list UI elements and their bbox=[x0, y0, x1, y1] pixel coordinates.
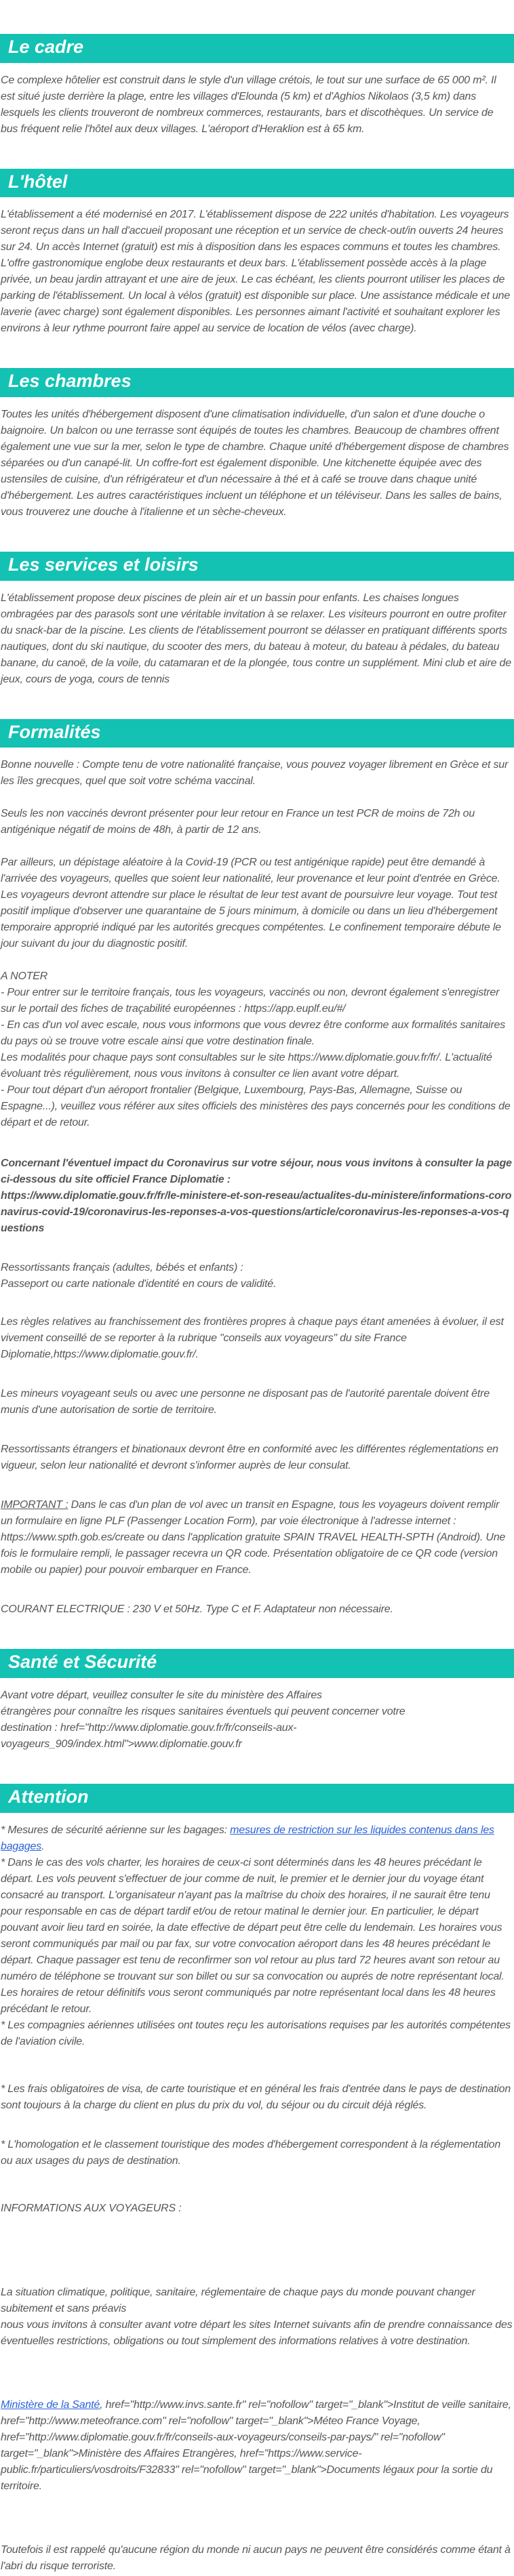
services-loisirs-text: L'établissement propose deux piscines de plein air et un bassin pour enfants. Les chaises longues ombragées par des parasols sont une véritable invitation à se relaxer. Les visiteurs pourront en outre profiter du snack-bar de la piscine. Les clients de l'établissement pourront se délasser en pratiquant différents sports nautiques, dont du ski nautique, du scooter des mers, du bateau à moteur, du bateau à pédales, du bateau banane, du canoë, de la voile, du catamaran et de la plongée, tous contre un supplément. Mini club et aire de jeux, cours de yoga, cours de tennis bbox=[1, 592, 511, 685]
coronavirus-notice-text: Concernant l'éventuel impact du Coronavirus sur votre séjour, nous vous invitons à consulter la page ci-dessous du site officiel France Diplomatie : bbox=[1, 1158, 512, 1186]
attention-vols-charter: * Dans le cas des vols charter, les horaires de ceux-ci sont déterminés dans les 48 heures précédant le départ. Les vols peuvent s'effectuer de jour comme de nuit, le premier et le dernier jour du voyage étant consacré au transport. L'organisateur n'ayant pas la maîtrise du choix des horaires, il ne saurait être tenu pour responsable en cas de départ tardif et/ou de retour matinal le dernier jour. En particulier, le départ pouvant avoir lieu tard en soirée, la date effective de départ peut être celle du lendemain. Les horaires vous seront communiqués par mail ou par fax, sur votre convocation aéroport dans les 48 heures précédant le départ. Chaque passager est tenu de reconfirmer son vol retour au plus tard 72 heures avant son retour au numéro de téléphone se trouvant sur son billet ou sur sa convocation ou auprés de notre représentant local. Les horaires de retour définitifs vous seront communiqués par notre représentant local dans les 48 heures précédant le retour. bbox=[1, 1856, 505, 2015]
le-cadre-text: Ce complexe hôtelier est construit dans le style d'un village crétois, le tout sur une surface de 65 000 m². Il est situé juste derrière la plage, entre les villages d'Elounda (5 km) et d'Aghios Nikolaos (3,5 km) dans lesquels les clients trouveront de nombreux commerces, restaurants, bars et discothèques. Un service de bus fréquent relie l'hôtel aux deux villages. L'aéroport d'Heraklion est à 65 km. bbox=[1, 74, 496, 135]
coronavirus-notice-url: https://www.diplomatie.gouv.fr/fr/le-ministere-et-son-reseau/actualites-du-ministere/informations-coronavirus-covid-19/coronavirus-les-reponses-a-vos-questions/article/coronavirus-les-reponses-a-vos-questions bbox=[1, 1190, 512, 1235]
formalites-note-aeroport-frontalier: - Pour tout départ d'un aéroport frontalier (Belgique, Luxembourg, Pays-Bas, Allemagne, Suisse ou Espagne...), veuillez vous référer aux sites officiels des ministères des pays concernés pour les conditions de départ et de retour. bbox=[1, 1084, 511, 1129]
ressortissants-line-2: Passeport ou carte nationale d'identité en cours de validité. bbox=[1, 1278, 277, 1290]
situation-pays bbox=[1, 2285, 513, 2350]
informations-voyageurs-title: INFORMATIONS AUX VOYAGEURS : bbox=[1, 2202, 182, 2214]
hotel-text: L'établissement a été modernisé en 2017. L'établissement dispose de 222 unités d'habitation. Les voyageurs seront reçus dans un hall d'accueil proposant une réception et un service de check-out/in ouverts 24 heures sur 24. Un accès Internet (gratuit) est mis à disposition dans les espaces communs et toutes les chambres. L'offre gastronomique englobe deux restaurants et deux bars. L'établissement possède accès à la plage privée, un beau jardin attrayant et une aire de jeux. Le cas échéant, les clients pourront utiliser les places de parking de l'établissement. Un local à vélos (gratuit) est disponible sur place. Une assistance médicale et une laverie (avec charge) sont également disponibles. Les personnes aimant l'activité et souhaitant explorer les environs à leur rythme pourront faire appel au service de location de vélos (avec charge). bbox=[1, 209, 511, 335]
important-text: Dans le cas d'un plan de vol avec un transit en Espagne, tous les voyageurs doivent remplir un formulaire en ligne PLF (Passenger Location Form), par voie électronique à l'adresse internet : https://www.spth.gob.es/create ou dans l'application gratuite SPAIN TRAVEL HEALTH-SPTH (Android). Une fois le formulaire rempli, le passager recevra un QR code. Présentation obligatoire de ce QR code (version mobile ou papier) pour pouvoir embarquer en France. bbox=[1, 1499, 506, 1576]
formalites-note-escale: - En cas d'un vol avec escale, nous vous informons que vous devrez être conforme aux formalités sanitaires du pays où se trouve votre escale ainsi que votre destination finale. bbox=[1, 1019, 506, 1048]
formalites-ressortissants-francais bbox=[1, 1260, 513, 1292]
sante-line-2: étrangères pour connaître les risques sanitaires éventuels qui peuvent concerner votre bbox=[1, 1706, 406, 1718]
section-hotel bbox=[0, 169, 514, 338]
section-title-le-cadre: Le cadre bbox=[0, 34, 514, 63]
section-title-attention: Attention bbox=[0, 1784, 514, 1813]
formalites-important bbox=[1, 1497, 513, 1578]
section-formalites bbox=[0, 719, 514, 1618]
attention-homologation: * L'homologation et le classement touristique des modes d'hébergement correspondent à la réglementation ou aux usages du pays de destination. bbox=[1, 2138, 501, 2167]
section-le-cadre bbox=[0, 34, 514, 138]
section-title-formalites: Formalités bbox=[0, 719, 514, 748]
ressortissants-line-1: Ressortissants français (adultes, bébés et enfants) : bbox=[1, 1262, 243, 1274]
formalites-test-pcr: Seuls les non vaccinés devront présenter pour leur retour en France un test PCR de moins de 72h ou antigénique négatif de moins de 48h, à partir de 12 ans. bbox=[1, 808, 475, 836]
risque-terroriste-text: Toutefois il est rappelé qu'aucune région du monde ni aucun pays ne peuvent être considérés comme étant à l'abri du risque terroriste. bbox=[1, 2543, 511, 2572]
section-sante-securite bbox=[0, 1649, 514, 1753]
traveler-links bbox=[1, 2397, 513, 2495]
section-attention bbox=[0, 1784, 514, 2575]
formalites-depistage: Par ailleurs, un dépistage aléatoire à la Covid-19 (PCR ou test antigénique rapide) peut être demandé à l'arrivée des voyageurs, quelles que soient leur nationalité, leur provenance et leur point d'entrée en Grèce. Les voyageurs devront attendre sur place le résultat de leur test avant de poursuivre leur voyage. Tout test positif implique d'observer une quarantaine de 5 jours minimum, à domicile ou dans un lieu d'hébergement temporaire approprié indiqué par les autorités grecques compétentes. Le confinement temporaire débute le jour suivant du jour du diagnostic positif. bbox=[1, 857, 501, 950]
formalites-mineurs: Les mineurs voyageant seuls ou avec une personne ne disposant pas de l'autorité parentale doivent être munis d'une autorisation de sortie de territoire. bbox=[1, 1388, 490, 1416]
chambres-text: Toutes les unités d'hébergement disposent d'une climatisation individuelle, d'un salon et d'une douche o baignoire. Un balcon ou une terrasse sont équipés de toutes les chambres. Beaucoup de chambres offrent également une vue sur la mer, selon le type de chambre. Chaque unité d'hébergement dispose de chambres séparées ou d'un canapé-lit. Un coffre-fort est également disponible. Une kitchenette équipée avec des ustensiles de cuisine, d'un réfrigérateur et d'un nécessaire à thé et à café se trouve dans chaque unité d'hébergement. Les autres caractéristiques incluent un téléphone et un téléviseur. Dans les salles de bains, vous trouverez une douche à l'italienne et un sèche-cheveux. bbox=[1, 409, 509, 518]
formalites-regles-frontieres: Les règles relatives au franchissement des frontières propres à chaque pays étant amenées à évoluer, il est vivement conseillé de se reporter à la rubrique "conseils aux voyageurs" du site France Diplomatie,https://www.diplomatie.gouv.fr/. bbox=[1, 1316, 504, 1361]
formalites-courant-electrique: COURANT ELECTRIQUE : 230 V et 50Hz. Type C et F. Adaptateur non nécessaire. bbox=[1, 1603, 393, 1616]
attention-bagages bbox=[1, 1822, 513, 1855]
important-label: IMPORTANT : bbox=[1, 1499, 68, 1511]
formalites-note-modalites: Les modalités pour chaque pays sont consultables sur le site https://www.diplomatie.gouv.fr/fr/. L'actualité évoluant très régulièrement, nous vous invitons à consulter ce lien avant votre départ. bbox=[1, 1052, 492, 1080]
section-title-services-loisirs: Les services et loisirs bbox=[0, 552, 514, 581]
baggage-restrictions-link[interactable]: mesures de restriction sur les liquides contenus dans les bagages bbox=[1, 1824, 494, 1852]
situation-line-1: La situation climatique, politique, sanitaire, réglementaire de chaque pays du monde pouvant changer subitement et sans préavis bbox=[1, 2286, 475, 2314]
sante-securite-text bbox=[1, 1688, 513, 1753]
sante-line-3: destination : href="http://www.diplomatie.gouv.fr/fr/conseils-aux-voyageurs_909/index.html">www.diplomatie.gouv.fr bbox=[1, 1722, 297, 1751]
formalites-bonne-nouvelle: Bonne nouvelle : Compte tenu de votre nationalité française, vous pouvez voyager librement en Grèce et sur les îles grecques, quel que soit votre schéma vaccinal. bbox=[1, 759, 509, 788]
formalites-etrangers-binationaux: Ressortissants étrangers et binationaux devront être en conformité avec les différentes réglementations en vigueur, selon leur nationalité et devront s'informer auprès de leur consulat. bbox=[1, 1444, 498, 1472]
sante-line-1: Avant votre départ, veuillez consulter le site du ministère des Affaires bbox=[1, 1690, 322, 1702]
section-services-loisirs bbox=[0, 552, 514, 688]
bagages-suffix: . bbox=[41, 1840, 45, 1852]
section-title-hotel: L'hôtel bbox=[0, 169, 514, 198]
traveler-links-rest: , href="http://www.invs.sante.fr" rel="nofollow" target="_blank">Institut de veille sanitaire, href="http://www.meteofrance.com" rel="nofollow" target="_blank">Méteo France Voyage, href="http://www.diplomatie.gouv.fr/fr/conseils-aux-voyageurs/conseils-par-pays/" rel="nofollow" target="_blank">Ministère des Affaires Etrangères, href="https://www.service-public.fr/particuliers/vosdroits/F32833" rel="nofollow" target="_blank">Documents légaux pour la sortie du territoire. bbox=[1, 2398, 511, 2492]
section-chambres bbox=[0, 368, 514, 520]
attention-compagnies-aeriennes: * Les compagnies aériennes utilisées ont toutes reçu les autorisations requises par les autorités compétentes de l'aviation civile. bbox=[1, 2019, 511, 2047]
formalites-a-noter-title: A NOTER bbox=[1, 970, 48, 983]
ministere-sante-link[interactable]: Ministère de la Santé bbox=[1, 2398, 100, 2411]
section-title-sante-securite: Santé et Sécurité bbox=[0, 1649, 514, 1678]
section-title-chambres: Les chambres bbox=[0, 368, 514, 397]
situation-line-2: nous vous invitons à consulter avant votre départ les sites Internet suivants afin de prendre connaissance des éventuelles restrictions, obligations ou tout simplement des informations relatives à votre destination. bbox=[1, 2318, 513, 2347]
bagages-prefix: * Mesures de sécurité aérienne sur les bagages: bbox=[1, 1824, 231, 1836]
attention-frais-visa: * Les frais obligatoires de visa, de carte touristique et en général les frais d'entrée dans le pays de destination sont toujours à la charge du client en plus du prix du vol, du séjour ou du circuit déjà réglés. bbox=[1, 2083, 511, 2111]
formalites-coronavirus-notice bbox=[1, 1156, 513, 1237]
formalites-note-portail: - Pour entrer sur le territoire français, tous les voyageurs, vaccinés ou non, devront également s'enregistrer sur le portail des fiches de traçabilité européennes : https://app.euplf.eu/#/ bbox=[1, 987, 500, 1015]
